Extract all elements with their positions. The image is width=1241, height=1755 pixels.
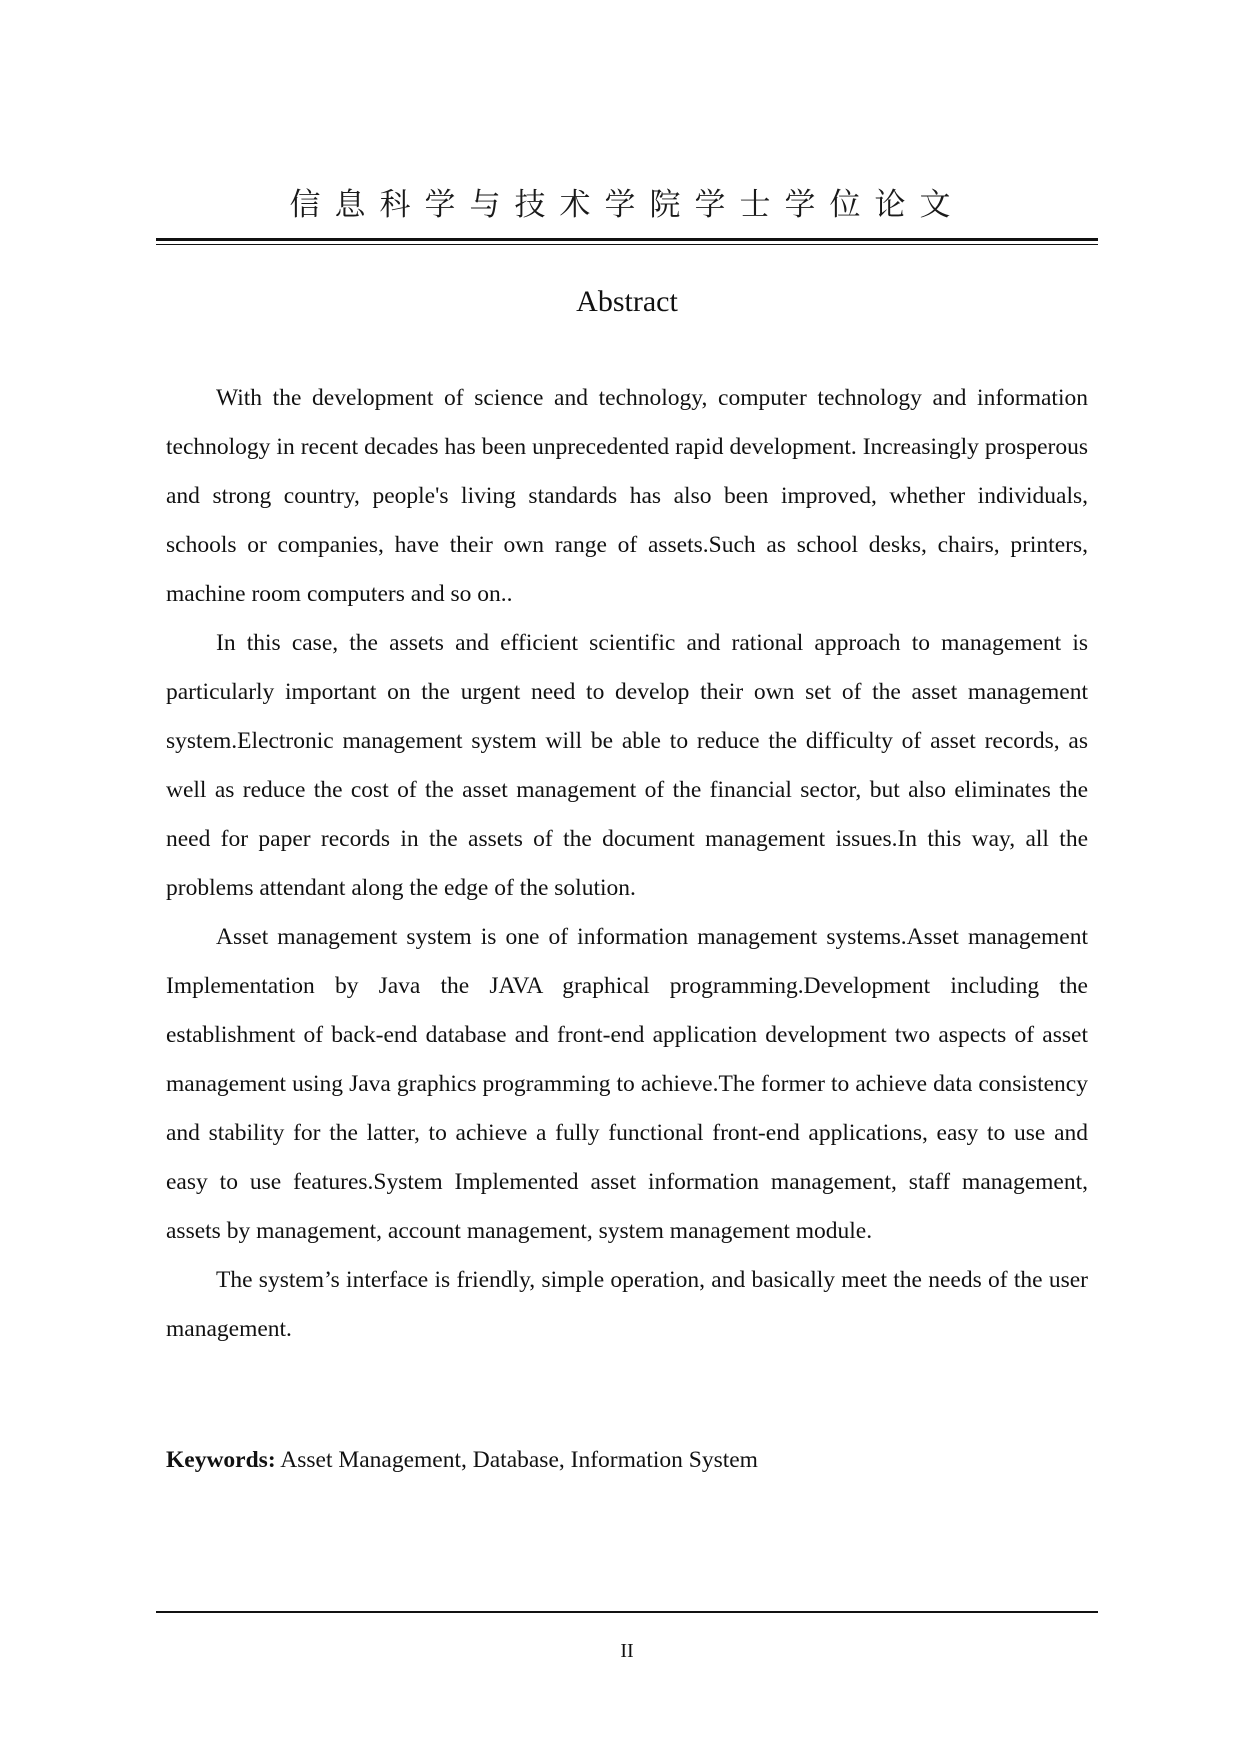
abstract-paragraph-4: The system’s interface is friendly, simple operation, and basically meet the needs of the user management. <box>166 1267 1088 1342</box>
abstract-paragraph-3: Asset management system is one of information management systems.Asset management Implementation by Java the JAVA graphical programming.Development including the establishment of back-end database and front-end application development two aspects of asset management using Java graphics programming to achieve.The former to achieve data consistency and stability for the latter, to achieve a fully functional front-end applications, easy to use and easy to use features.System Implemented asset information management, staff management, assets by management, account management, system management module. <box>166 924 1088 1244</box>
abstract-body <box>166 374 1088 1354</box>
header-rule-thick <box>156 238 1098 241</box>
keywords-line <box>166 1440 1088 1480</box>
abstract-paragraph-1: With the development of science and technology, computer technology and information technology in recent decades has been unprecedented rapid development. Increasingly prosperous and strong country, people's living standards has also been improved, whether individuals, schools or companies, have their own range of assets.Such as school desks, chairs, printers, machine room computers and so on.. <box>166 385 1088 607</box>
page-number: II <box>620 1640 634 1662</box>
header-rule-thin <box>156 244 1098 245</box>
keywords-label: Keywords: <box>166 1447 276 1473</box>
keywords-text: Asset Management, Database, Information System <box>280 1447 758 1473</box>
footer-rule <box>156 1611 1098 1613</box>
running-header-title: 信息科学与技术学院学士学位论文 <box>289 187 965 223</box>
abstract-paragraph-2: In this case, the assets and efficient scientific and rational approach to management is particularly important on the urgent need to develop their own set of the asset management system.Electronic management system will be able to reduce the difficulty of asset records, as well as reduce the cost of the asset management of the financial sector, but also eliminates the need for paper records in the assets of the document management issues.In this way, all the problems attendant along the edge of the solution. <box>166 630 1088 901</box>
abstract-title: Abstract <box>576 285 678 318</box>
